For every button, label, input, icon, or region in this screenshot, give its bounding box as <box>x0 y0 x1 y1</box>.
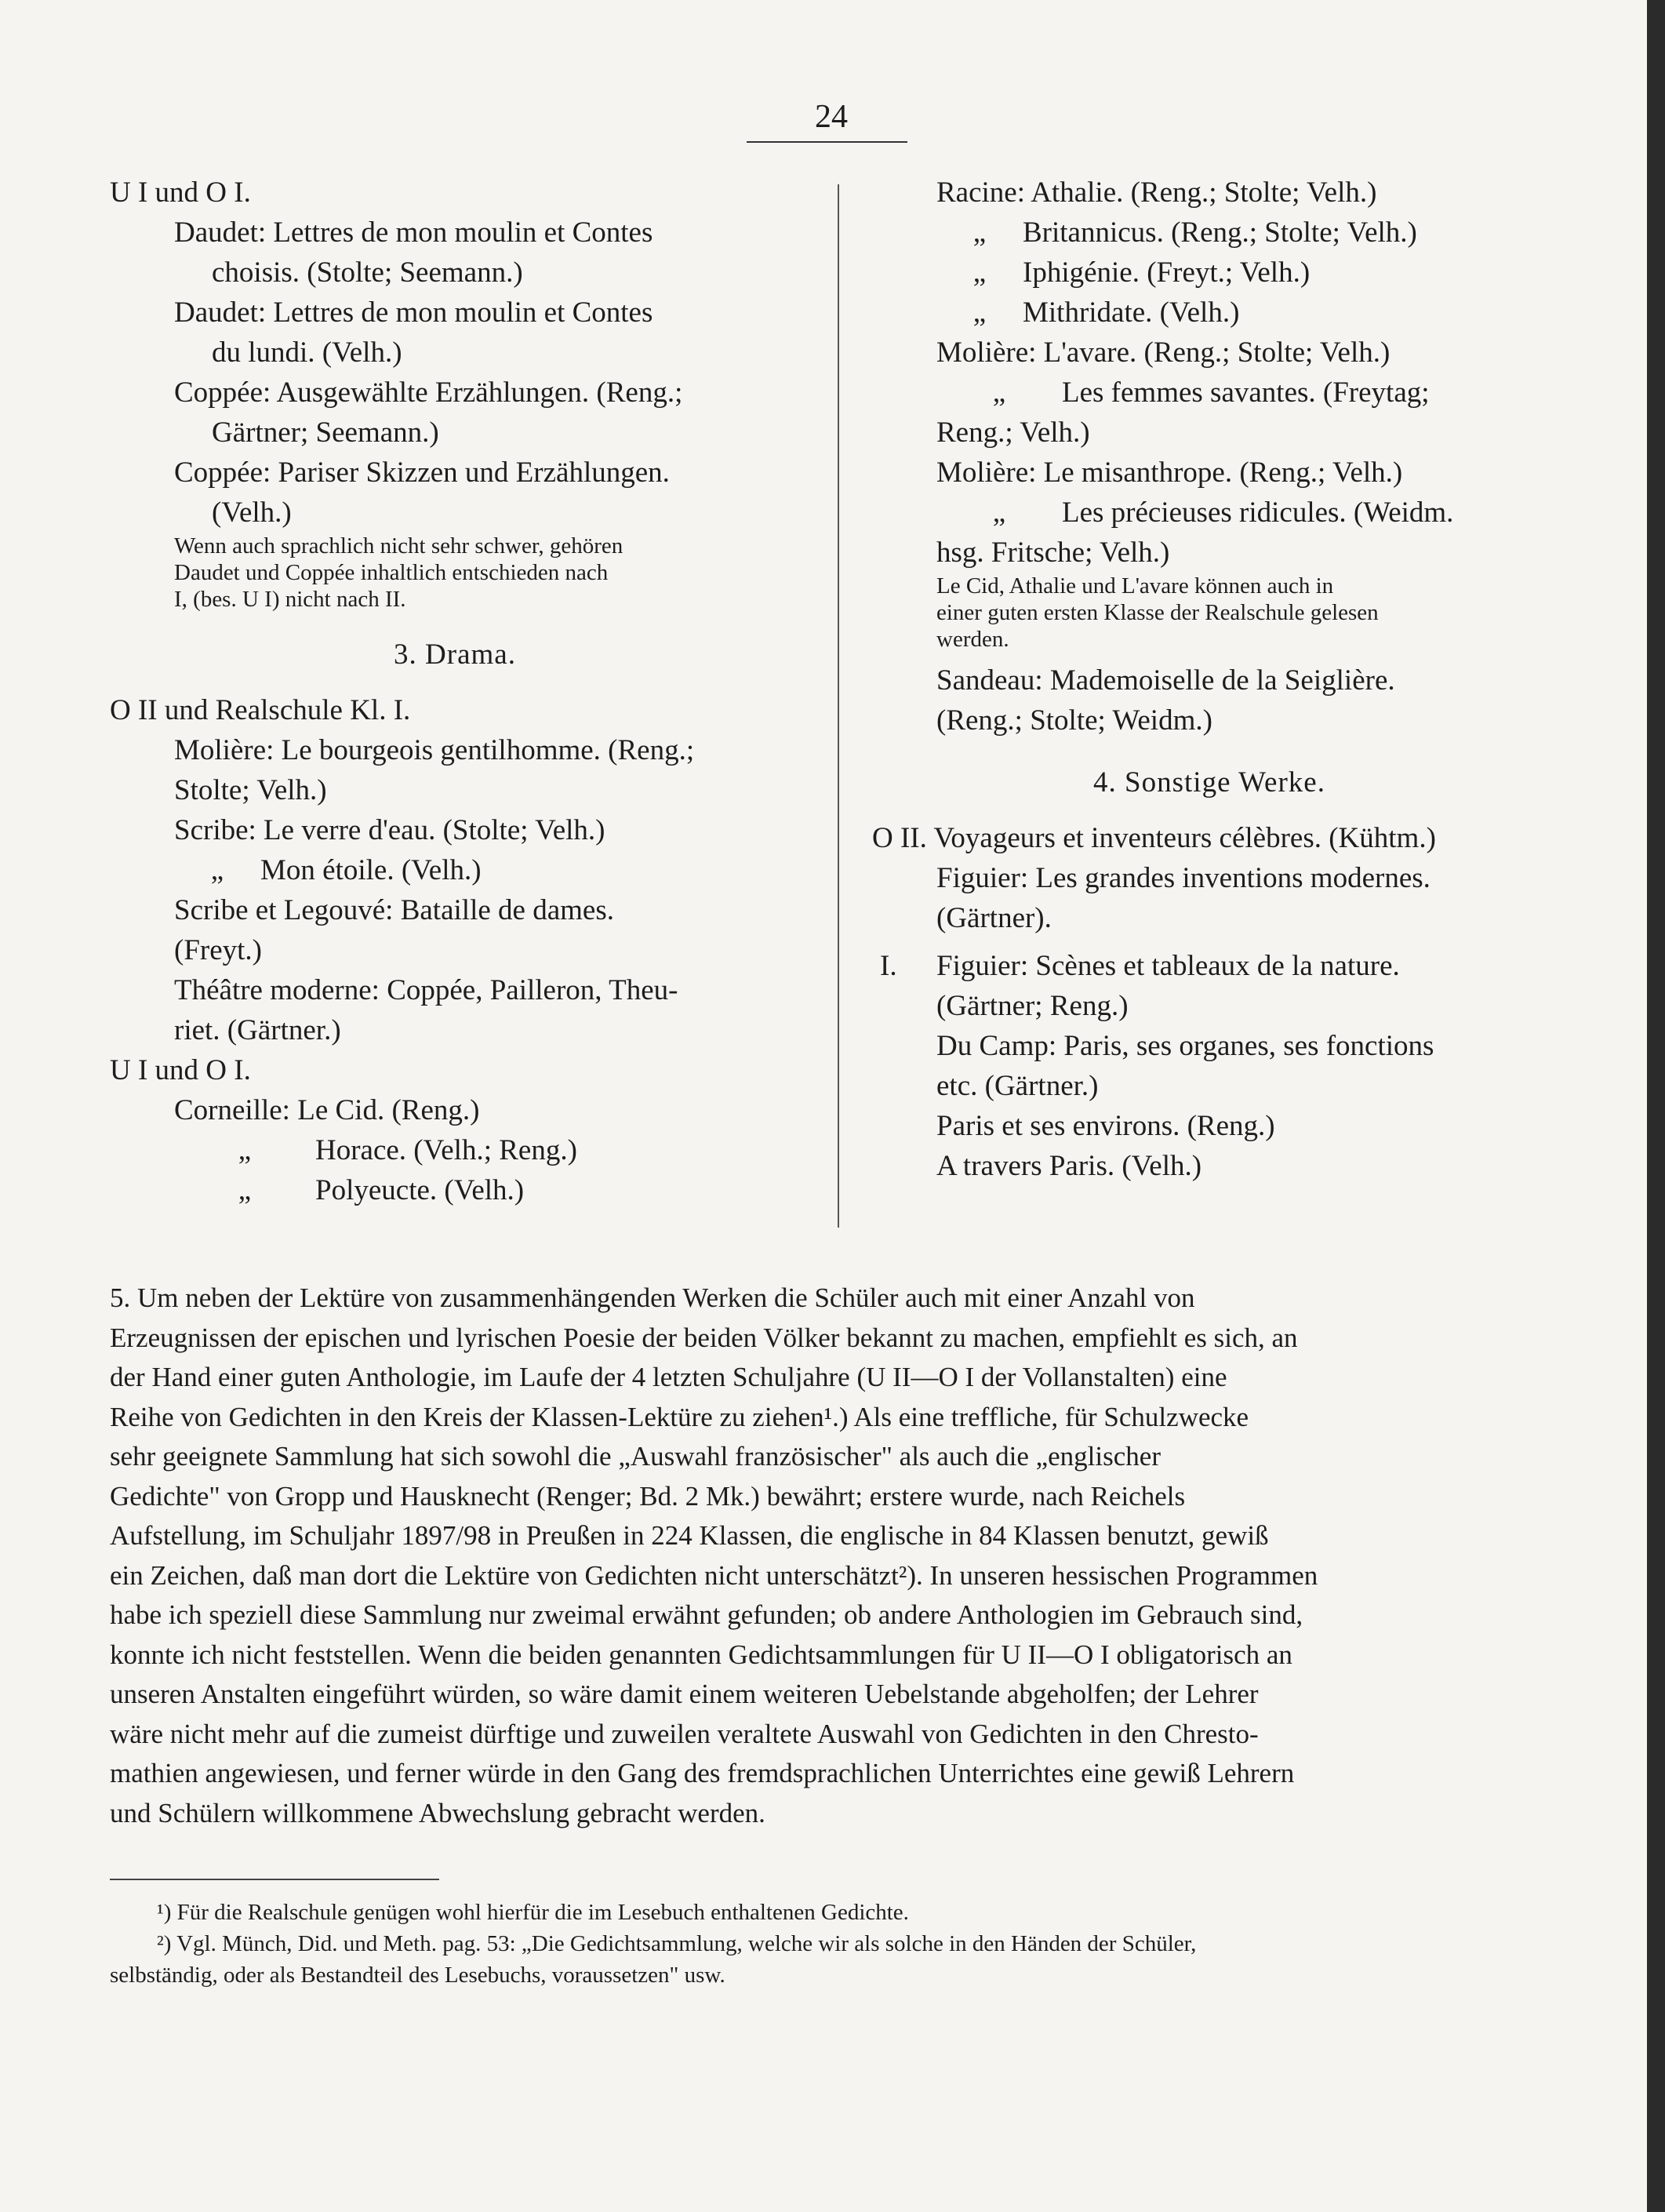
entry-line: Figuier: Les grandes inventions modernes. <box>936 862 1431 894</box>
entry-line: O II. Voyageurs et inventeurs célèbres. (Kühtm.) <box>872 822 1436 854</box>
paragraph-line: sehr geeignete Sammlung hat sich sowohl die „Auswahl französischer" als auch die „englischer <box>110 1441 1161 1472</box>
entry-line <box>872 946 1547 986</box>
entry-line: (Gärtner; Reng.) <box>936 990 1129 1022</box>
ditto-mark: „ <box>972 216 987 249</box>
entry-line <box>110 1170 800 1210</box>
left-column <box>110 173 800 1210</box>
entry-line: Scribe: Le verre d'eau. (Stolte; Velh.) <box>174 814 605 846</box>
entry-line: Daudet: Lettres de mon moulin et Contes <box>174 216 653 249</box>
entry-line <box>872 253 1547 293</box>
paragraph-line: habe ich speziell diese Sammlung nur zweimal erwähnt gefunden; ob andere Anthologien im Gebrauch sind, <box>110 1599 1303 1630</box>
entry-text: Mithridate. (Velh.) <box>1023 297 1240 329</box>
entry-text: Polyeucte. (Velh.) <box>315 1174 525 1206</box>
paragraph-line: konnte ich nicht feststellen. Wenn die beiden genannten Gedichtsammlungen für U II—O I obligatorisch an <box>110 1639 1292 1670</box>
entry-line: Stolte; Velh.) <box>174 774 327 806</box>
entry-line: Paris et ses environs. (Reng.) <box>936 1110 1275 1142</box>
body-paragraph <box>110 1279 1545 1833</box>
section-heading-sonstige: 4. Sonstige Werke. <box>1093 766 1325 799</box>
paragraph-line: 5. Um neben der Lektüre von zusammenhängenden Werken die Schüler auch mit einer Anzahl von <box>110 1282 1195 1313</box>
footnote-rule <box>110 1879 439 1880</box>
footnotes <box>110 1897 1545 1991</box>
ditto-mark: „ <box>972 256 987 289</box>
paragraph-line: unseren Anstalten eingeführt würden, so wäre damit einem weiteren Uebelstande abgeholfen; der Lehrer <box>110 1679 1259 1709</box>
entry-line <box>872 213 1547 253</box>
ditto-mark: „ <box>992 497 1006 529</box>
entry-line: Molière: Le bourgeois gentilhomme. (Reng.; <box>174 734 695 766</box>
class-label: I. <box>880 950 897 982</box>
entry-line <box>872 293 1547 333</box>
section-header: O II und Realschule Kl. I. <box>110 694 411 726</box>
entry-line: Reng.; Velh.) <box>936 417 1090 449</box>
entry-text: Britannicus. (Reng.; Stolte; Velh.) <box>1023 216 1417 249</box>
entry-line: hsg. Fritsche; Velh.) <box>936 537 1170 569</box>
paragraph-line: wäre nicht mehr auf die zumeist dürftige und zuweilen veraltete Auswahl von Gedichten in den Chresto- <box>110 1718 1259 1749</box>
entry-text: Les femmes savantes. (Freytag; <box>1062 377 1430 409</box>
section-heading-drama: 3. Drama. <box>394 638 516 671</box>
entry-line: Corneille: Le Cid. (Reng.) <box>174 1094 480 1126</box>
paragraph-line: Gedichte" von Gropp und Hausknecht (Renger; Bd. 2 Mk.) bewährt; erstere wurde, nach Reichels <box>110 1480 1186 1512</box>
scan-edge <box>1647 0 1665 2212</box>
entry-text: Mon étoile. (Velh.) <box>260 854 482 886</box>
entry-line: riet. (Gärtner.) <box>174 1014 341 1046</box>
entry-line: A travers Paris. (Velh.) <box>936 1150 1202 1182</box>
note-line: Daudet und Coppée inhaltlich entschieden nach <box>174 560 609 585</box>
entry-line: Molière: L'avare. (Reng.; Stolte; Velh.) <box>936 337 1391 369</box>
entry-line: du lundi. (Velh.) <box>212 337 402 369</box>
entry-line <box>110 1130 800 1170</box>
entry-line: Molière: Le misanthrope. (Reng.; Velh.) <box>936 457 1403 489</box>
entry-line: Daudet: Lettres de mon moulin et Contes <box>174 297 653 329</box>
section-header: U I und O I. <box>110 176 251 209</box>
entry-line: (Gärtner). <box>936 902 1052 934</box>
paragraph-line: Reihe von Gedichten in den Kreis der Klassen-Lektüre zu ziehen¹.) Als eine treffliche, für Schulzwecke <box>110 1401 1249 1432</box>
ditto-mark: „ <box>972 297 987 329</box>
note-line: Le Cid, Athalie und L'avare können auch in <box>936 573 1334 598</box>
entry-text: Figuier: Scènes et tableaux de la nature. <box>936 950 1400 982</box>
entry-line: (Velh.) <box>212 497 292 529</box>
entry-line: Du Camp: Paris, ses organes, ses fonctions <box>936 1030 1434 1062</box>
page-number: 24 <box>815 99 848 135</box>
entry-line: (Reng.; Stolte; Weidm.) <box>936 704 1212 737</box>
footnote-line: ¹) Für die Realschule genügen wohl hierfür die im Lesebuch enthaltenen Gedichte. <box>157 1900 909 1925</box>
entry-line: Coppée: Pariser Skizzen und Erzählungen. <box>174 457 670 489</box>
note-line: Wenn auch sprachlich nicht sehr schwer, gehören <box>174 533 623 558</box>
footnote-line: ²) Vgl. Münch, Did. und Meth. pag. 53: „Die Gedichtsammlung, welche wir als solche in den Händen der Schüler, <box>157 1931 1197 1956</box>
entry-line <box>872 493 1547 533</box>
right-column <box>872 173 1547 1186</box>
entry-line <box>872 373 1547 413</box>
ditto-mark: „ <box>238 1174 252 1206</box>
note-line: werden. <box>936 627 1009 652</box>
paragraph-line: ein Zeichen, daß man dort die Lektüre von Gedichten nicht unterschätzt²). In unseren hessischen Programmen <box>110 1559 1318 1591</box>
footnote-line: selbständig, oder als Bestandteil des Lesebuchs, voraussetzen" usw. <box>110 1963 725 1988</box>
entry-text: Les précieuses ridicules. (Weidm. <box>1062 497 1454 529</box>
entry-line: choisis. (Stolte; Seemann.) <box>212 256 523 289</box>
entry-text: Iphigénie. (Freyt.; Velh.) <box>1023 256 1311 289</box>
entry-line: etc. (Gärtner.) <box>936 1070 1099 1102</box>
ditto-mark: „ <box>210 854 224 886</box>
entry-line: Coppée: Ausgewählte Erzählungen. (Reng.; <box>174 377 683 409</box>
paragraph-line: Erzeugnissen der epischen und lyrischen Poesie der beiden Völker bekannt zu machen, empfiehlt es sich, an <box>110 1322 1298 1353</box>
entry-line <box>110 850 800 890</box>
ditto-mark: „ <box>238 1134 252 1166</box>
entry-line: (Freyt.) <box>174 934 262 966</box>
section-header: U I und O I. <box>110 1054 251 1086</box>
entry-text: Horace. (Velh.; Reng.) <box>315 1134 577 1166</box>
entry-line: Gärtner; Seemann.) <box>212 417 439 449</box>
ditto-mark: „ <box>992 377 1006 409</box>
entry-line: Théâtre moderne: Coppée, Pailleron, Theu- <box>174 974 678 1006</box>
page-number-rule <box>747 141 907 143</box>
note-line: einer guten ersten Klasse der Realschule gelesen <box>936 600 1379 625</box>
entry-line: Sandeau: Mademoiselle de la Seiglière. <box>936 664 1395 697</box>
paragraph-line: Aufstellung, im Schuljahr 1897/98 in Preußen in 224 Klassen, die englische in 84 Klassen benutzt, gewiß <box>110 1520 1269 1551</box>
entry-line: Racine: Athalie. (Reng.; Stolte; Velh.) <box>936 176 1377 209</box>
column-divider <box>838 184 839 1228</box>
paragraph-line: und Schülern willkommene Abwechslung gebracht werden. <box>110 1797 765 1828</box>
entry-line: Scribe et Legouvé: Bataille de dames. <box>174 894 614 926</box>
paragraph-line: der Hand einer guten Anthologie, im Laufe der 4 letzten Schuljahre (U II—O I der Vollanstalten) eine <box>110 1362 1227 1392</box>
paragraph-line: mathien angewiesen, und ferner würde in den Gang des fremdsprachlichen Unterrichtes eine gewiß Lehrern <box>110 1758 1295 1788</box>
note-line: I, (bes. U I) nicht nach II. <box>174 587 406 612</box>
